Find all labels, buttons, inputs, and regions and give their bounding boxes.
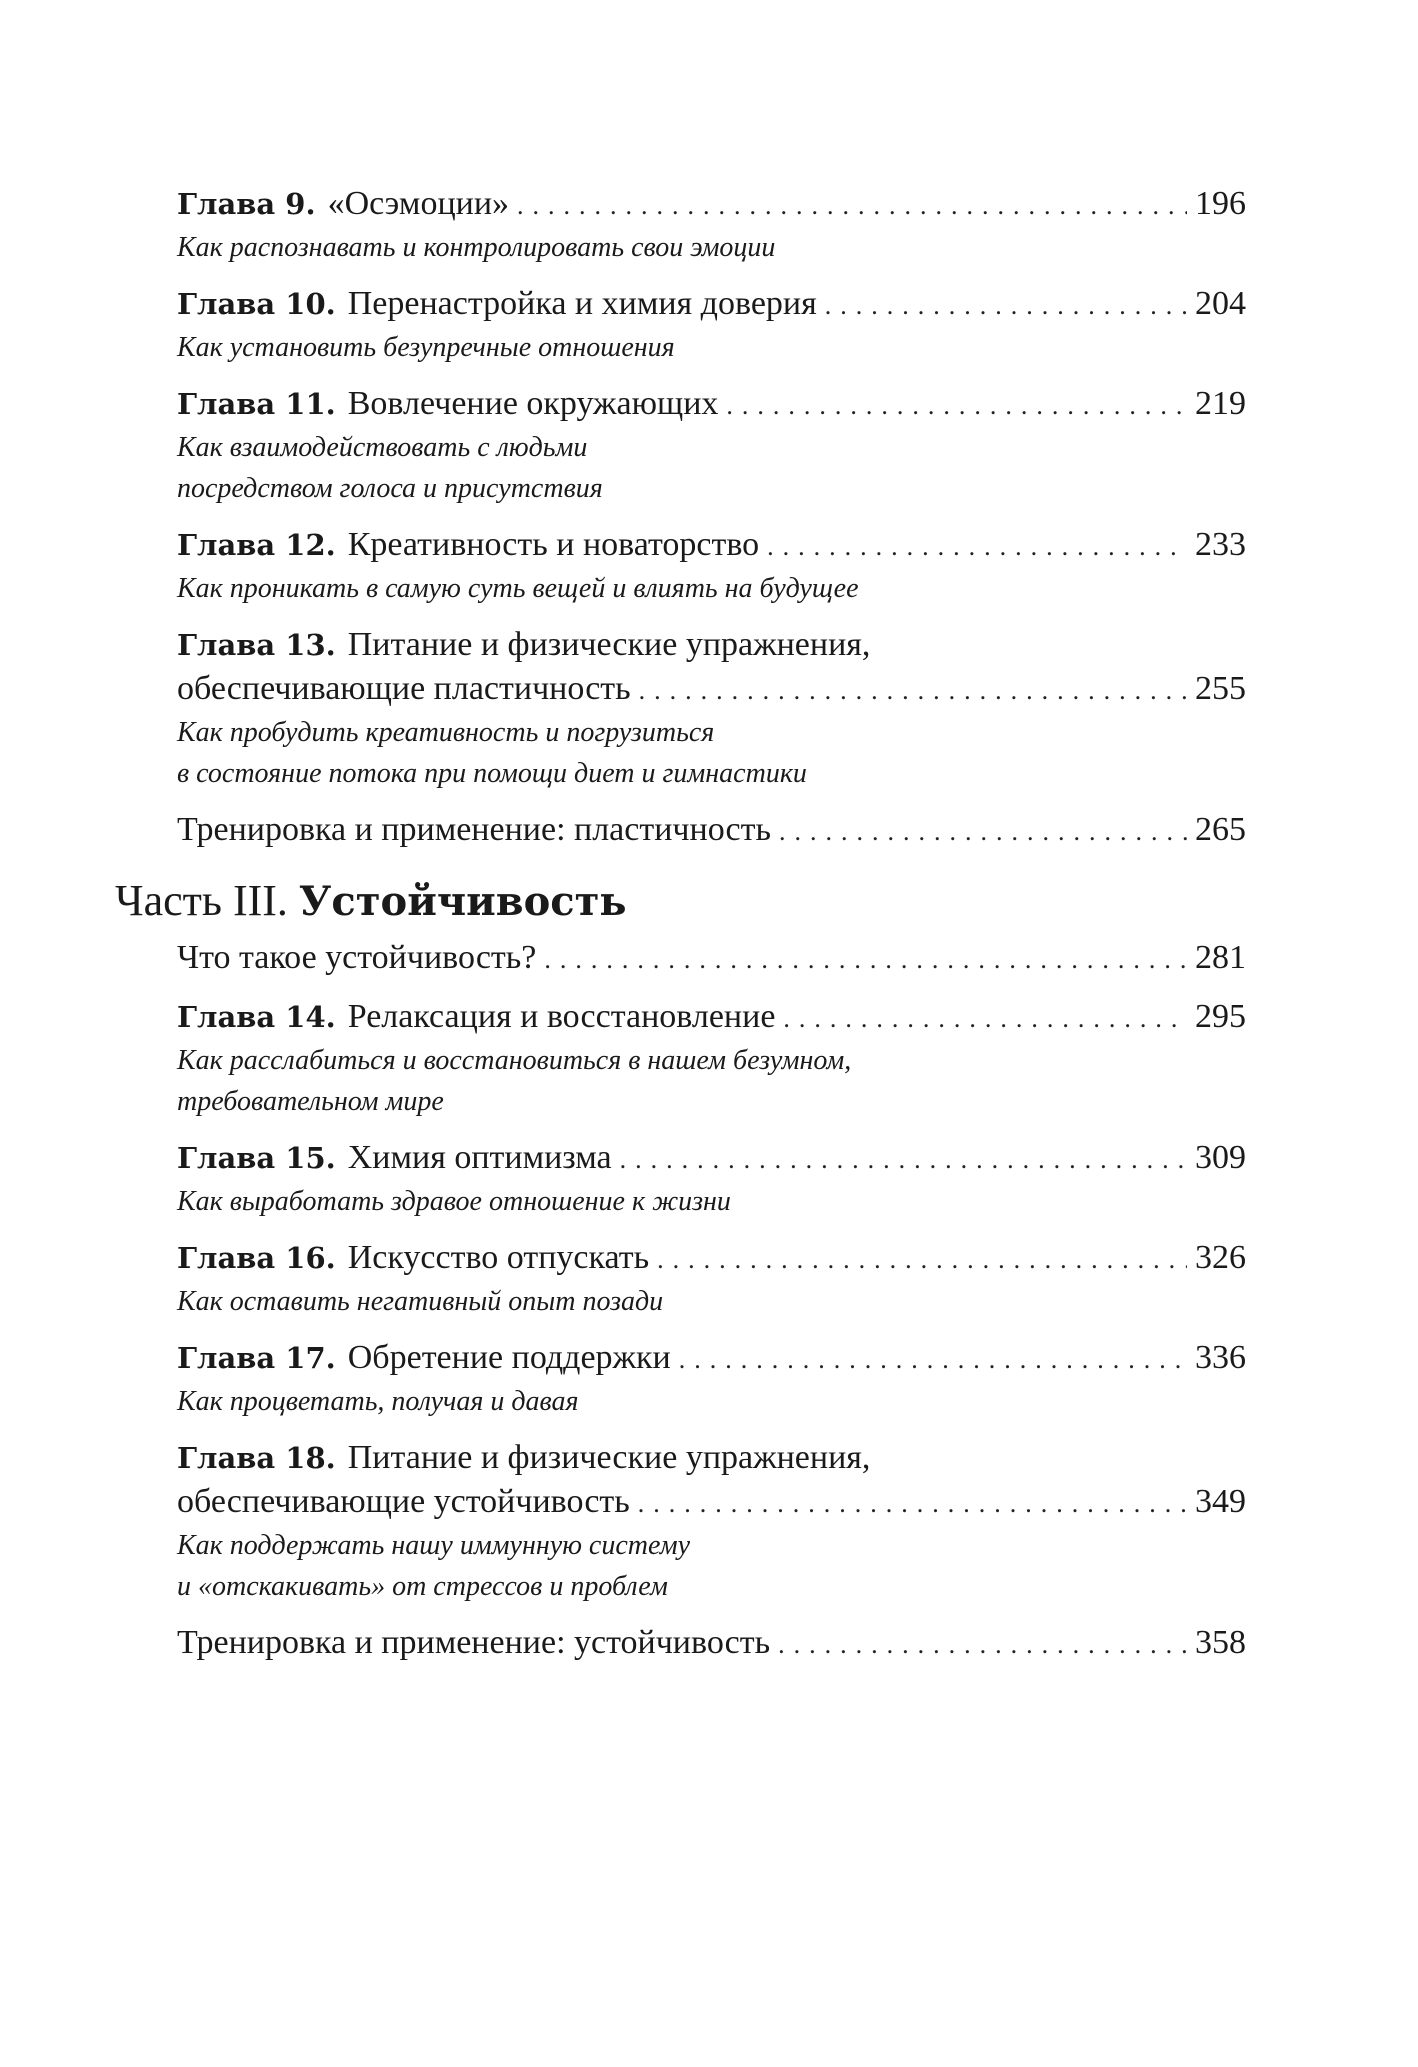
toc-entry-line [177, 1621, 1246, 1666]
chapter-title: Питание и физические упражнения, [347, 626, 871, 663]
page-number: 196 [1195, 185, 1246, 222]
chapter-subtitle: Как поддержать нашу иммунную систему [177, 1530, 691, 1561]
chapter-label: Глава 17. [177, 1341, 336, 1375]
chapter-title: Перенастройка и химия доверия [347, 285, 817, 322]
chapter-title: Обретение поддержки [347, 1339, 671, 1376]
page-number: 295 [1195, 998, 1246, 1035]
page-number: 309 [1195, 1139, 1246, 1176]
dot-leader [778, 1623, 1187, 1666]
page-number: 281 [1195, 939, 1246, 976]
chapter-label: Глава 16. [177, 1241, 336, 1275]
dot-leader [726, 384, 1187, 427]
chapter-label: Глава 14. [177, 1000, 336, 1034]
toc-entry [177, 1136, 1246, 1222]
chapter-subtitle: и «отскакивать» от стрессов и проблем [177, 1571, 668, 1602]
chapter-subtitle: Как распознавать и контролировать свои эмоции [177, 232, 776, 263]
table-of-contents [115, 182, 1246, 1680]
toc-group-part2-end [177, 182, 1246, 853]
toc-entry-line [177, 182, 1246, 227]
toc-entry-line [177, 623, 1246, 667]
chapter-title: Тренировка и применение: устойчивость [177, 1624, 771, 1661]
toc-entry [177, 282, 1246, 368]
toc-entry-line [177, 282, 1246, 327]
dot-leader [783, 997, 1187, 1040]
dot-leader [679, 1338, 1187, 1381]
chapter-title: Вовлечение окружающих [347, 385, 719, 422]
toc-entry-line [177, 995, 1246, 1040]
chapter-subtitle: Как взаимодействовать с людьми [177, 432, 588, 463]
toc-entry [177, 1436, 1246, 1607]
chapter-title: Химия оптимизма [347, 1139, 612, 1176]
dot-leader [825, 284, 1187, 327]
page-number: 358 [1195, 1624, 1246, 1661]
chapter-subtitle: Как процветать, получая и давая [177, 1386, 579, 1417]
chapter-subtitle: Как проникать в самую суть вещей и влиять на будущее [177, 573, 859, 604]
page-number: 255 [1195, 670, 1246, 707]
chapter-subtitle: Как установить безупречные отношения [177, 332, 675, 363]
dot-leader [544, 938, 1187, 981]
toc-entry [177, 623, 1246, 794]
toc-entry-line [177, 1236, 1246, 1281]
part-heading [115, 873, 1246, 930]
toc-entry [177, 936, 1246, 981]
toc-entry-line [177, 1480, 1246, 1525]
chapter-title: Искусство отпускать [347, 1239, 650, 1276]
toc-entry [177, 1621, 1246, 1666]
page-number: 219 [1195, 385, 1246, 422]
page-number: 336 [1195, 1339, 1246, 1376]
dot-leader [767, 525, 1187, 568]
dot-leader [639, 669, 1187, 712]
toc-entry-line [177, 1336, 1246, 1381]
dot-leader [657, 1238, 1187, 1281]
page-number: 349 [1195, 1483, 1246, 1520]
toc-group-part3 [177, 936, 1246, 1666]
chapter-title: Питание и физические упражнения, [347, 1439, 871, 1476]
toc-entry-line [177, 382, 1246, 427]
toc-entry [177, 182, 1246, 268]
page-number: 326 [1195, 1239, 1246, 1276]
page-number: 265 [1195, 811, 1246, 848]
chapter-label: Глава 13. [177, 628, 336, 662]
toc-entry [177, 1236, 1246, 1322]
page-number: 204 [1195, 285, 1246, 322]
toc-entry [177, 1336, 1246, 1422]
chapter-label: Глава 9. [177, 187, 316, 221]
chapter-label: Глава 11. [177, 387, 336, 421]
toc-entry-line [177, 523, 1246, 568]
chapter-subtitle: требовательном мире [177, 1086, 444, 1117]
toc-entry-line [177, 936, 1246, 981]
toc-entry-line [177, 1436, 1246, 1480]
chapter-title: обеспечивающие устойчивость [177, 1483, 630, 1520]
toc-entry-line [177, 667, 1246, 712]
chapter-title: Креативность и новаторство [347, 526, 760, 563]
toc-entry-line [177, 808, 1246, 853]
chapter-subtitle: Как выработать здравое отношение к жизни [177, 1186, 731, 1217]
part-name: Устойчивость [298, 878, 627, 925]
chapter-label: Глава 15. [177, 1141, 336, 1175]
chapter-title: Релаксация и восстановление [347, 998, 776, 1035]
toc-entry [177, 523, 1246, 609]
chapter-label: Глава 10. [177, 287, 336, 321]
chapter-subtitle: Как расслабиться и восстановиться в нашем безумном, [177, 1045, 852, 1076]
chapter-subtitle: в состояние потока при помощи диет и гимнастики [177, 758, 807, 789]
page-number: 233 [1195, 526, 1246, 563]
chapter-label: Глава 18. [177, 1441, 336, 1475]
chapter-title: обеспечивающие пластичность [177, 670, 631, 707]
dot-leader [779, 810, 1187, 853]
chapter-label: Глава 12. [177, 528, 336, 562]
part-number: Часть III. [115, 876, 288, 925]
chapter-subtitle: Как оставить негативный опыт позади [177, 1286, 664, 1317]
toc-entry [177, 382, 1246, 509]
toc-entry [177, 808, 1246, 853]
dot-leader [620, 1138, 1187, 1181]
toc-entry [177, 995, 1246, 1122]
chapter-title: Тренировка и применение: пластичность [177, 811, 772, 848]
chapter-title: «Осэмоции» [327, 185, 510, 222]
chapter-subtitle: Как пробудить креативность и погрузиться [177, 717, 715, 748]
dot-leader [517, 184, 1187, 227]
chapter-title: Что такое устойчивость? [177, 939, 537, 976]
dot-leader [638, 1482, 1187, 1525]
toc-entry-line [177, 1136, 1246, 1181]
chapter-subtitle: посредством голоса и присутствия [177, 473, 603, 504]
